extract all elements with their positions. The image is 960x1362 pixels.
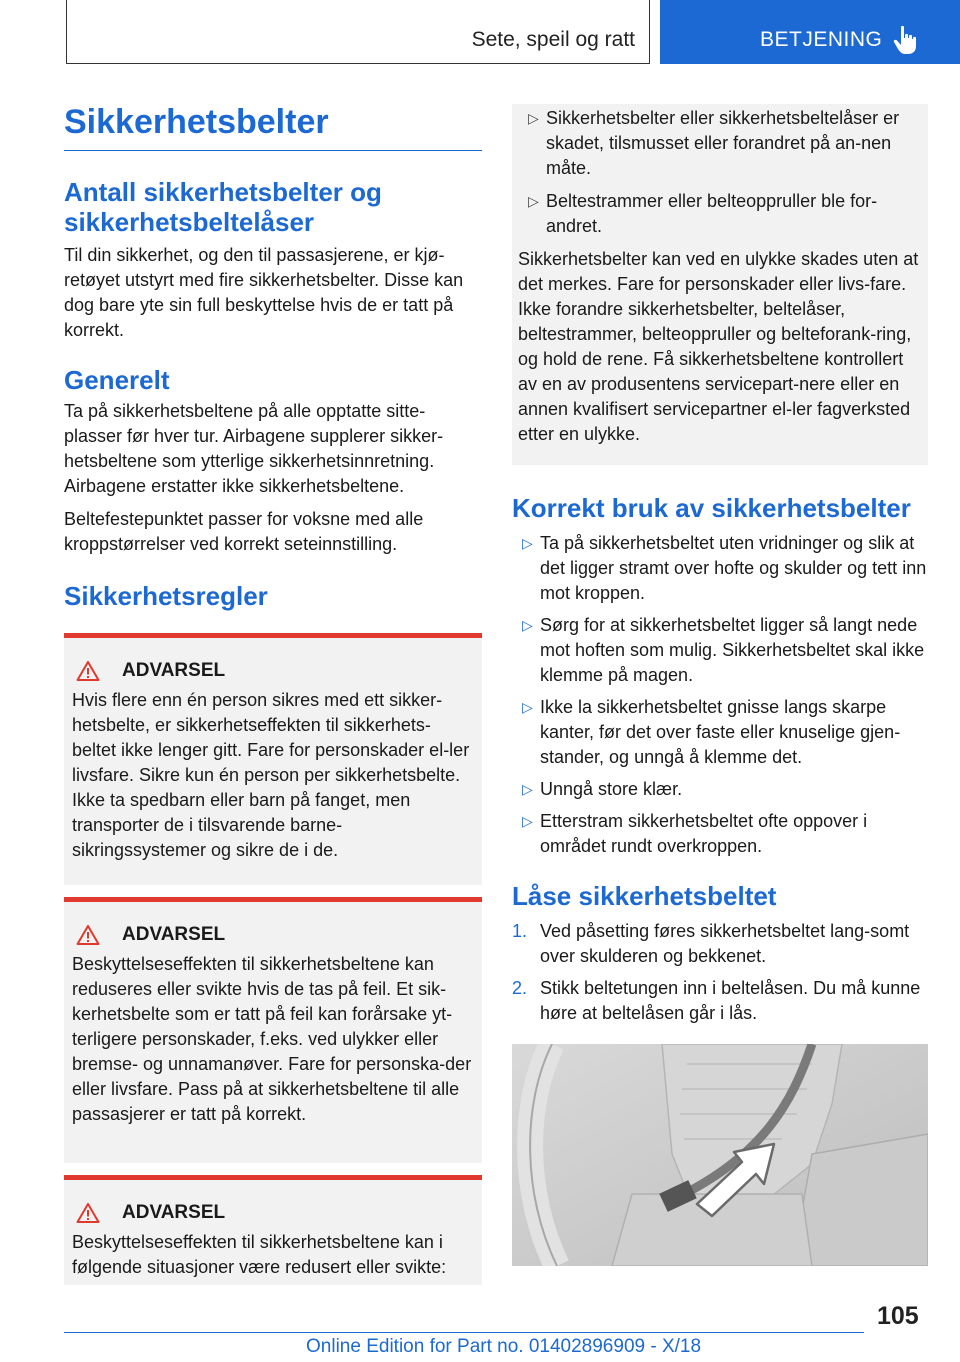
hand-pointer-icon: [892, 24, 922, 56]
warning-box: [64, 897, 482, 1163]
warning-text: Beskyttelseseffekten til sikkerhetsbeltene kan reduseres eller svikte hvis de tas på feil. Et sik-kerhetsbelte som er tatt på feil kan forårsake yt-terligere personskader, f.eks. ved ulykker eller bremse- og unnamanøver. Fare for personska-der eller livsfare. Pass på at sikkerhetsbeltene til alle passasjerer er tatt på korrekt.: [72, 954, 472, 1124]
footer-edition-text: Online Edition for Part no. 01402896909 - X/18: [306, 1336, 702, 1357]
section-heading-general: Generelt: [64, 365, 170, 395]
step-number: 1.: [512, 921, 528, 941]
list-item-text: Etterstram sikkerhetsbeltet ofte oppover i området rundt overkroppen.: [540, 811, 868, 856]
header-chapter-box: [66, 0, 650, 64]
section-text-general-2: Beltefestepunktet passer for voksne med alle kroppstørrelser ved korrekt seteinnstilling.: [64, 509, 424, 554]
list-item: [512, 695, 928, 770]
step-item: [512, 976, 928, 1026]
right-column: [512, 104, 928, 1271]
step-text: Ved påsetting føres sikkerhetsbeltet lang-somt over skulderen og bekkenet.: [540, 921, 910, 966]
list-item-text: Beltestrammer eller belteoppruller ble for-andret.: [546, 191, 878, 236]
warning-label: ADVARSEL: [122, 924, 226, 945]
list-item: [512, 531, 928, 606]
warning-box: [64, 1175, 482, 1285]
header-section-tab[interactable]: [660, 0, 960, 64]
seatbelt-buckle-photo: [512, 1044, 928, 1266]
footer-divider: [64, 1332, 864, 1333]
page-number: 105: [877, 1302, 919, 1330]
list-item: [512, 809, 928, 859]
left-column: [64, 100, 482, 1285]
header-chapter-title: Sete, speil og ratt: [471, 28, 635, 51]
triangle-bullet-icon: ▷: [522, 813, 533, 829]
warning-header: [72, 924, 474, 946]
warning-text: Hvis flere enn én person sikres med ett sikker-hetsbelte, er sikkerhetseffekten til sikkerhets-beltet ikke lenger gitt. Fare for personskader el-ler livsfare. Sikre kun én person per sikkerhetsbelte. Ikke ta spedbarn eller barn på fanget, men transporter de i tilsvarende barne-sikringssystemer og sikre de i de.: [72, 690, 470, 860]
triangle-bullet-icon: ▷: [528, 193, 539, 209]
section-heading-correct-use: Korrekt bruk av sikkerhetsbelter: [512, 493, 911, 523]
section-text-general-1: Ta på sikkerhetsbeltene på alle opptatte sitte-plasser før hver tur. Airbagene supplerer sikker-hetsbeltene som ytterlige sikkerhetsinnretning. Airbagene erstatter ikke sikkerhetsbeltene.: [64, 401, 444, 496]
section-heading-rules: Sikkerhetsregler: [64, 581, 268, 611]
list-item-text: Unngå store klær.: [540, 779, 683, 799]
step-text: Stikk beltetungen inn i beltelåsen. Du må kunne høre at beltelåsen går i lås.: [540, 978, 921, 1023]
warning-triangle-icon: [76, 660, 100, 682]
list-item: [518, 106, 922, 181]
warning-continuation-box: [512, 104, 928, 465]
step-number: 2.: [512, 978, 528, 998]
warning-label: ADVARSEL: [122, 1202, 226, 1223]
warning-text: Beskyttelseseffekten til sikkerhetsbeltene kan i følgende situasjoner være redusert eller svikte:: [72, 1232, 447, 1277]
section-heading-count: Antall sikkerhetsbelter og sikkerhetsbeltelåser: [64, 177, 382, 237]
warning-triangle-icon: [76, 1202, 100, 1224]
list-item-text: Ta på sikkerhetsbeltet uten vridninger og slik at det ligger stramt over hofte og skulder og tett inn mot kroppen.: [540, 533, 927, 603]
warning-label: ADVARSEL: [122, 660, 226, 681]
list-item: [512, 777, 928, 802]
warning-header: [72, 1202, 474, 1224]
warning-box: [64, 633, 482, 885]
step-item: [512, 919, 928, 969]
list-item-text: Sikkerhetsbelter eller sikkerhetsbeltelåser er skadet, tilsmusset eller forandret på an-nen måte.: [546, 108, 900, 178]
warning-continuation-text: Sikkerhetsbelter kan ved en ulykke skades uten at det merkes. Fare for personskader eller livs-fare. Ikke forandre sikkerhetsbelter, beltelåser, beltestrammer, belteoppruller og belteforank-ring, og hold de rene. Få sikkerhetsbeltene kontrollert av en av produsentens servicepart-nere eller en annen kvalifisert servicepartner el-ler fagverksted etter en ulykke.: [518, 249, 919, 444]
triangle-bullet-icon: ▷: [522, 617, 533, 633]
page-title: Sikkerhetsbelter: [64, 100, 482, 151]
triangle-bullet-icon: ▷: [528, 110, 539, 126]
list-item-text: Sørg for at sikkerhetsbeltet ligger så langt nede mot hoften som mulig. Sikkerhetsbeltet skal ikke klemme på magen.: [540, 615, 925, 685]
warning-triangle-icon: [76, 924, 100, 946]
header-section-label: BETJENING: [760, 28, 883, 51]
section-text-count: Til din sikkerhet, og den til passasjerene, er kjø-retøyet utstyrt med fire sikkerhetsbelter. Disse kan dog bare yte sin full beskyttelse hvis de er tatt på korrekt.: [64, 245, 464, 340]
triangle-bullet-icon: ▷: [522, 699, 533, 715]
triangle-bullet-icon: ▷: [522, 781, 533, 797]
list-item: [512, 613, 928, 688]
list-item-text: Ikke la sikkerhetsbeltet gnisse langs skarpe kanter, før det over faste eller knuselige gjen-stander, og unngå å klemme det.: [540, 697, 901, 767]
warning-header: [72, 660, 474, 682]
triangle-bullet-icon: ▷: [522, 535, 533, 551]
section-heading-fasten: Låse sikkerhetsbeltet: [512, 881, 777, 911]
list-item: [518, 189, 922, 239]
